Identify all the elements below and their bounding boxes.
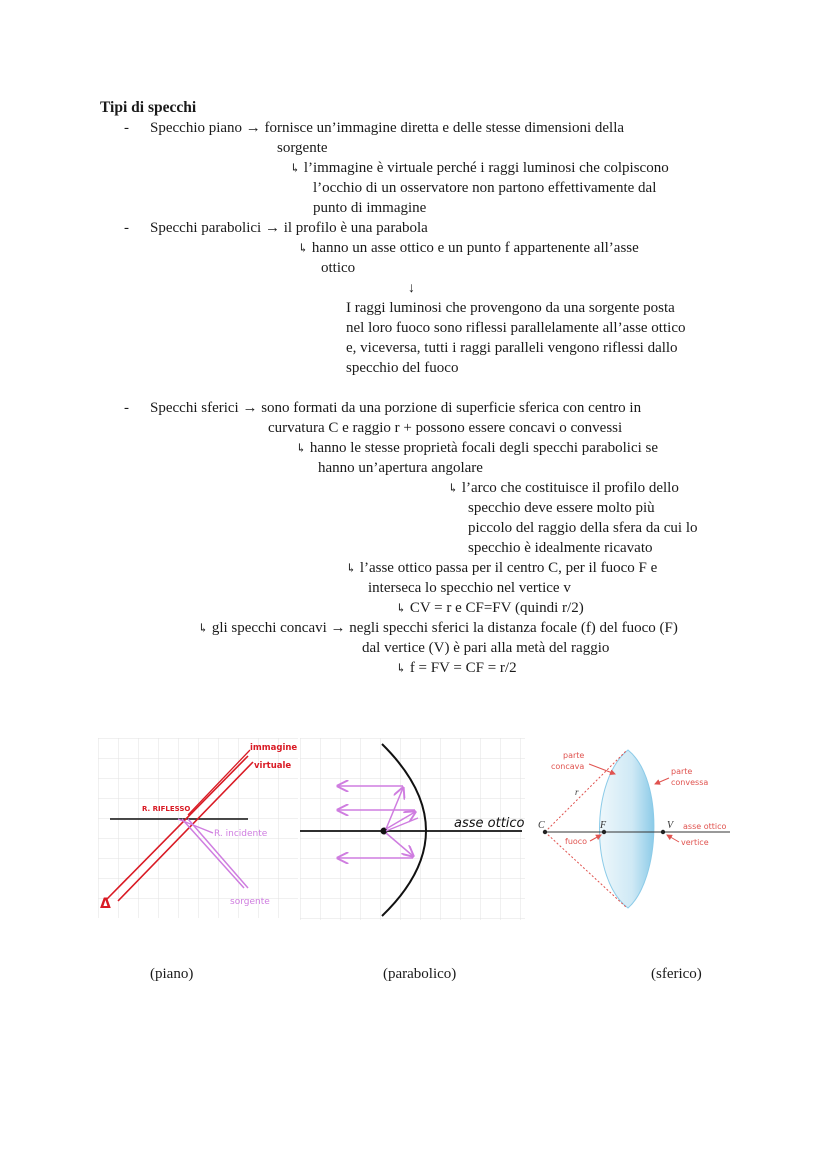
parabolic-p3: e, viceversa, tutti i raggi paralleli vengono riflessi dallo bbox=[346, 340, 678, 356]
parabolic-sub1: hanno un asse ottico e un punto f appartenente all’asse bbox=[311, 240, 639, 256]
spherical-axis1: l’asse ottico passa per il centro C, per il fuoco F e bbox=[359, 560, 658, 576]
pointer-convessa bbox=[655, 778, 669, 784]
plane-sub2: l’occhio di un osservatore non partono effettivamente dal bbox=[313, 180, 657, 196]
spherical-formula bbox=[396, 658, 517, 678]
parabolic-sub2: ottico bbox=[321, 260, 356, 276]
spherical-cv bbox=[396, 598, 584, 618]
spherical-cv-text: CV = r e CF=FV (quindi r/2) bbox=[409, 600, 584, 616]
sub-arrow-icon: ↳ bbox=[396, 661, 407, 675]
spherical-axis bbox=[346, 558, 657, 578]
sub-arrow-icon: ↳ bbox=[298, 241, 309, 255]
label-sorgente: sorgente bbox=[230, 897, 270, 907]
spherical-arc4: specchio è idealmente ricavato bbox=[468, 540, 653, 556]
caption-piano: (piano) bbox=[150, 966, 194, 982]
spherical-formula-text: f = FV = CF = r/2 bbox=[409, 660, 517, 676]
spherical-mirror-figure bbox=[535, 740, 735, 915]
label-C: C bbox=[538, 820, 545, 831]
label-incidente: R. incidente bbox=[214, 829, 268, 839]
spherical-line2: curvatura C e raggio r + possono essere concavi o convessi bbox=[268, 420, 623, 436]
label-convessa-1: parte bbox=[671, 767, 693, 776]
parabolic-p1: I raggi luminosi che provengono da una sorgente posta bbox=[346, 300, 675, 316]
label-concava-1: parte bbox=[563, 751, 585, 760]
sub-arrow-icon: ↳ bbox=[396, 601, 407, 615]
point-V bbox=[661, 830, 665, 834]
label-immagine: immagine bbox=[250, 743, 298, 753]
spherical-sub2: hanno un’apertura angolare bbox=[318, 460, 483, 476]
label-r: r bbox=[575, 787, 579, 797]
parabolic-sub bbox=[298, 238, 639, 258]
sub-arrow-icon: ↳ bbox=[290, 161, 301, 175]
label-virtuale: virtuale bbox=[254, 761, 292, 771]
plane-mirror-figure bbox=[98, 738, 298, 918]
plane-sub1: l’immagine è virtuale perché i raggi luminosi che colpiscono bbox=[303, 160, 669, 176]
sub-arrow-icon: ↳ bbox=[198, 621, 209, 635]
label-V: V bbox=[667, 820, 674, 831]
mirror-lens bbox=[600, 750, 654, 908]
spherical-concave bbox=[198, 618, 678, 638]
parabolic-line1: Specchi parabolici → il profilo è una parabola bbox=[150, 220, 428, 236]
spherical-sub1: hanno le stesse proprietà focali degli specchi parabolici se bbox=[309, 440, 659, 456]
sub-arrow-icon: ↳ bbox=[448, 481, 459, 495]
spherical-arc bbox=[448, 478, 679, 498]
label-riflesso: R. RIFLESSO bbox=[142, 805, 191, 813]
parabolic-p4: specchio del fuoco bbox=[346, 360, 459, 376]
label-fuoco: fuoco bbox=[565, 837, 588, 846]
caption-parabolico: (parabolico) bbox=[383, 966, 457, 982]
spherical-sub bbox=[296, 438, 658, 458]
pointer-vertice bbox=[667, 835, 679, 842]
spherical-arc1: l’arco che costituisce il profilo dello bbox=[461, 480, 679, 496]
spherical-arc3: piccolo del raggio della sfera da cui lo bbox=[468, 520, 698, 536]
spherical-concave1: gli specchi concavi → negli specchi sferici la distanza focale (f) del fuoco (F) bbox=[211, 620, 678, 636]
bullet-spherical: - bbox=[124, 400, 129, 416]
plane-line2: sorgente bbox=[277, 140, 328, 156]
plane-line1: Specchio piano → fornisce un’immagine diretta e delle stesse dimensioni della bbox=[150, 120, 625, 136]
spherical-axis2: interseca lo specchio nel vertice v bbox=[368, 580, 571, 596]
eye-icon: Δ bbox=[100, 896, 111, 912]
label-concava-2: concava bbox=[551, 762, 585, 771]
label-asse: asse ottico bbox=[683, 822, 727, 831]
spherical-arc2: specchio deve essere molto più bbox=[468, 500, 655, 516]
plane-sub bbox=[290, 158, 669, 178]
label-F: F bbox=[600, 820, 607, 831]
label-convessa-2: convessa bbox=[671, 778, 709, 787]
plane-sub3: punto di immagine bbox=[313, 200, 427, 216]
page-title: Tipi di specchi bbox=[100, 99, 197, 116]
parabolic-p2: nel loro fuoco sono riflessi parallelamente all’asse ottico bbox=[346, 320, 686, 336]
bullet-parabolic: - bbox=[124, 220, 129, 236]
label-asse-ottico: asse ottico bbox=[454, 816, 525, 831]
sub-arrow-icon: ↳ bbox=[296, 441, 307, 455]
caption-sferico: (sferico) bbox=[651, 966, 702, 982]
sub-arrow-icon: ↳ bbox=[346, 561, 357, 575]
label-vertice: vertice bbox=[681, 838, 709, 847]
spherical-concave2: dal vertice (V) è pari alla metà del raggio bbox=[362, 640, 610, 656]
bullet-plane: - bbox=[124, 120, 129, 136]
parabolic-mirror-figure bbox=[300, 738, 525, 920]
spherical-line1: Specchi sferici → sono formati da una porzione di superficie sferica con centro in bbox=[150, 400, 642, 416]
down-arrow-icon: ↓ bbox=[408, 281, 415, 296]
